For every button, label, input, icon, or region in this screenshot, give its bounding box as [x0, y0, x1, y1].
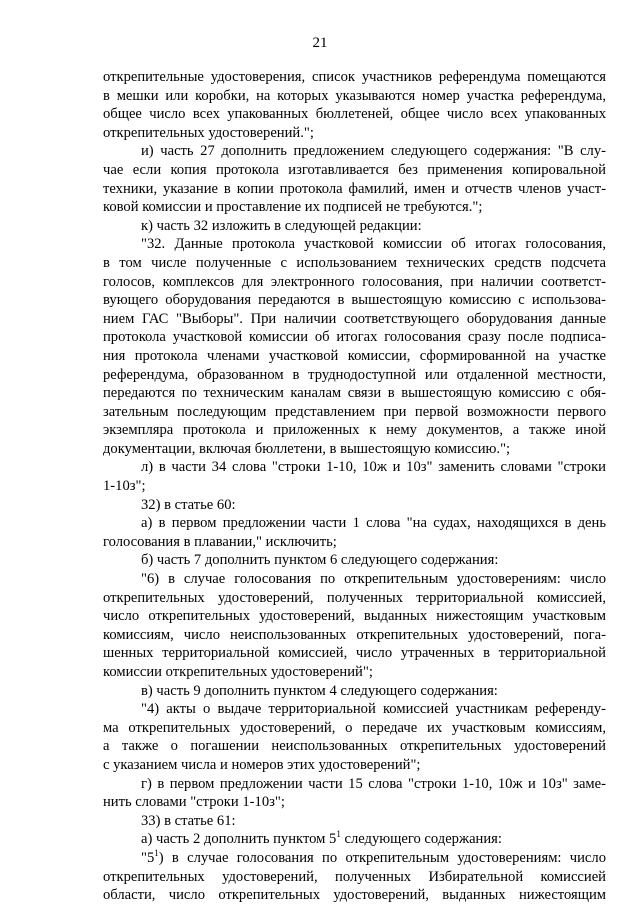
superscript: 1: [336, 829, 341, 840]
text-line: вующего оборудования передаются в вышестоящую комиссию с использова-: [103, 292, 606, 309]
text-line: техники, указание в копии протокола фамилий, имен и отчеств членов участ-: [103, 180, 606, 197]
text-line: 32) в статье 60:: [141, 496, 236, 513]
text-segment: "5: [141, 849, 155, 866]
text-line: нить словами "строки 1-10з";: [103, 794, 285, 811]
text-line: л) в части 34 слова "строки 1-10, 10ж и 10з" заменить словами "строки: [141, 459, 606, 476]
text-line: ния протокола членами участковой комиссии, сформированной на участке: [103, 347, 606, 364]
superscript: 1: [154, 847, 159, 858]
text-segment: ) в случае голосования по открепительным удостоверениям: число: [158, 849, 606, 866]
text-line: 33) в статье 61:: [141, 812, 236, 829]
text-line: в том числе полученные с использованием технических средств подсчета: [103, 254, 606, 271]
text-line: в) часть 9 дополнить пунктом 4 следующего содержания:: [141, 682, 498, 699]
text-line: комиссии открепительных удостоверений";: [103, 664, 373, 680]
text-line: в мешки или коробки, на которых указываются номер участка референдума,: [103, 87, 606, 104]
text-line: голосования в плавании," исключить;: [103, 533, 337, 550]
text-line: 1-10з";: [103, 478, 146, 495]
text-line: протокола участковой комиссии об итогах голосования сразу после подписа-: [103, 329, 606, 346]
text-line: "6) в случае голосования по открепительным удостоверениям: число: [141, 571, 606, 588]
text-line: "4) акты о выдаче территориальной комиссией участникам референду-: [141, 701, 606, 718]
text-line: [103, 849, 606, 868]
page-number: 21: [312, 35, 328, 51]
text-line: б) часть 7 дополнить пунктом 6 следующего содержания:: [141, 552, 499, 569]
text-line: ковой комиссии и проставление их подписей не требуются.";: [103, 199, 483, 216]
text-line: и) часть 27 дополнить предложением следующего содержания: "В слу-: [141, 143, 606, 160]
text-line: чае если копия протокола изготавливается без применения копировальной: [103, 161, 606, 178]
text-line: г) в первом предложении части 15 слова "строки 1-10, 10ж и 10з" заме-: [141, 775, 606, 792]
document-body: [103, 68, 606, 905]
text-line: передаются по техническим каналам связи в вышестоящую комиссию с обя-: [103, 385, 606, 402]
text-line: зательным последующим представлением при первой возможности первого: [103, 403, 606, 420]
text-line: комиссиям, число неиспользованных открепительных удостоверений, пога-: [103, 626, 606, 643]
text-line: число открепительных удостоверений, выданных нижестоящим участковым: [103, 608, 606, 625]
text-line: референдума, образованном в труднодоступной или отдаленной местности,: [103, 366, 606, 383]
text-line: а также о погашении неиспользованных открепительных удостоверений: [103, 738, 606, 755]
text-line: [103, 830, 606, 849]
text-segment: а) часть 2 дополнить пунктом 5: [141, 831, 337, 848]
text-segment: следующего содержания:: [340, 831, 502, 848]
text-line: голосов, комплексов для электронного голосования, при наличии соответст-: [103, 273, 606, 290]
text-line: общее число всех упакованных бюллетеней, общее число всех упакованных: [103, 106, 606, 123]
text-line: ма открепительных удостоверений, о передаче их участковым комиссиям,: [103, 719, 606, 736]
text-line: открепительных удостоверений, полученных территориальной комиссией,: [103, 589, 606, 606]
text-line: а) в первом предложении части 1 слова "на судах, находящихся в день: [141, 515, 606, 532]
text-line: к) часть 32 изложить в следующей редакции:: [141, 217, 422, 234]
text-line: документации, включая бюллетени, в вышестоящую комиссию.";: [103, 440, 511, 457]
text-line: открепительные удостоверения, список участников референдума помещаются: [103, 69, 606, 85]
text-line: шенных территориальной комиссией, число утраченных в территориальной: [103, 645, 606, 662]
text-line: открепительных удостоверений.";: [103, 124, 314, 141]
text-line: экземпляра протокола и приложенных к нему документов, а также иной: [103, 422, 606, 439]
text-line: нием ГАС "Выборы". При наличии соответствующего оборудования данные: [103, 310, 606, 327]
text-line: открепительных удостоверений, полученных Избирательной комиссией: [103, 868, 606, 885]
text-line: области, число открепительных удостоверений, выданных нижестоящим: [103, 887, 606, 904]
text-line: "32. Данные протокола участковой комиссии об итогах голосования,: [141, 236, 606, 253]
text-line: с указанием числа и номеров этих удостоверений";: [103, 756, 421, 773]
